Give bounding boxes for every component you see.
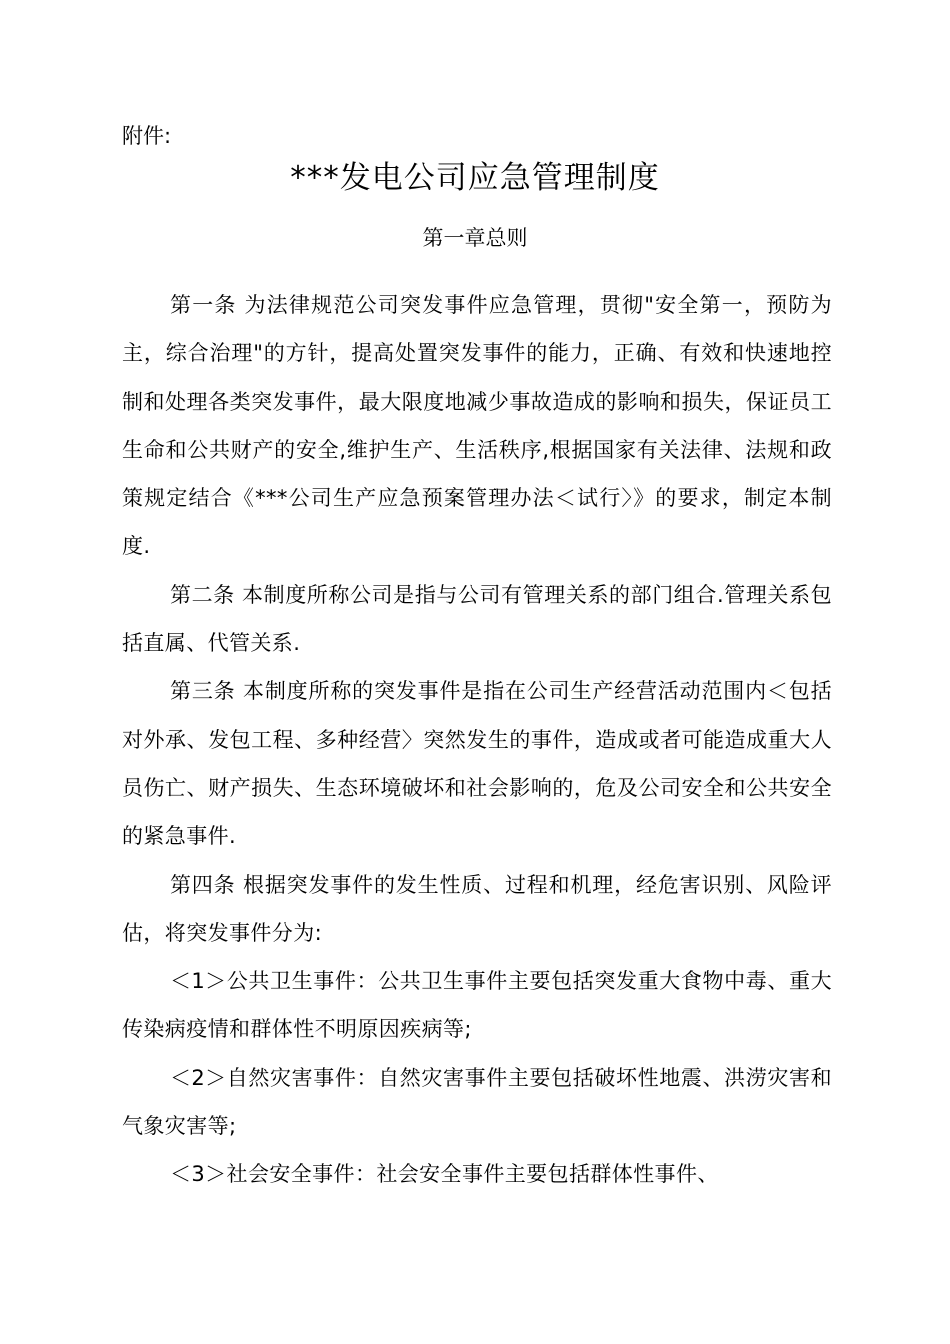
- article-3-paragraph: 第三条 本制度所称的突发事件是指在公司生产经营活动范围内＜包括对外承、发包工程、多种经营〉突然发生的事件，造成或者可能造成重大人员伤亡、财产损失、生态环境破坏和社会影响的，危及公司安全和公共安全的紧急事件.: [122, 679, 832, 849]
- chapter-title: 第一章总则: [422, 226, 528, 250]
- category-item-1: ＜1＞公共卫生事件：公共卫生事件主要包括突发重大食物中毒、重大传染病疫情和群体性不明原因疾病等;: [122, 969, 832, 1042]
- article-4-paragraph: 第四条 根据突发事件的发生性质、过程和机理，经危害识别、风险评估，将突发事件分为:: [122, 872, 832, 945]
- attachment-label: 附件:: [122, 124, 172, 148]
- category-item-2: ＜2＞自然灾害事件：自然灾害事件主要包括破坏性地震、洪涝灾害和气象灾害等;: [122, 1065, 832, 1139]
- document-title: ***发电公司应急管理制度: [290, 160, 660, 196]
- document-body: [122, 281, 832, 1199]
- article-2-paragraph: 第二条 本制度所称公司是指与公司有管理关系的部门组合.管理关系包括直属、代管关系.: [122, 582, 832, 656]
- article-1-paragraph: 第一条 为法律规范公司突发事件应急管理，贯彻"安全第一，预防为主，综合治理"的方针，提高处置突发事件的能力，正确、有效和快速地控制和处理各类突发事件，最大限度地减少事故造成的影响和损失，保证员工生命和公共财产的安全,维护生产、生活秩序,根据国家有关法律、法规和政策规定结合《***公司生产应急预案管理办法＜试行〉》的要求，制定本制度.: [122, 293, 832, 559]
- category-item-3: ＜3＞社会安全事件：社会安全事件主要包括群体性事件、: [170, 1162, 719, 1187]
